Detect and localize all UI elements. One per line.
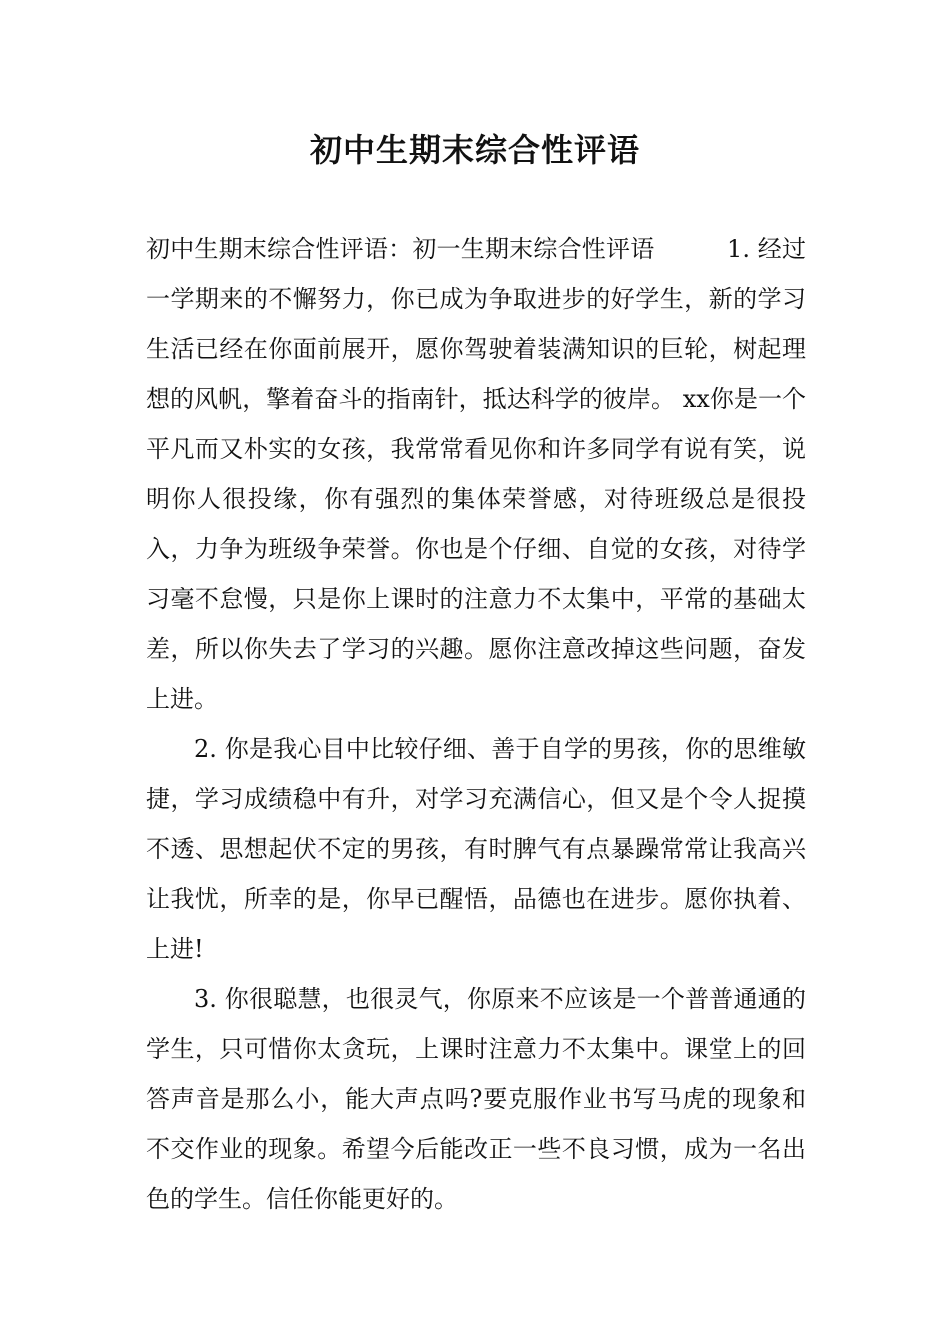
- paragraph-item-3: 3. 你很聪慧，也很灵气，你原来不应该是一个普普通通的学生，只可惜你太贪玩，上课时注意力不太集中。课堂上的回答声音是那么小，能大声点吗?要克服作业书写马虎的现象和不交作业的现象。希望今后能改正一些不良习惯，成为一名出色的学生。信任你能更好的。: [146, 985, 806, 1213]
- paragraph-item-2: 2. 你是我心目中比较仔细、善于自学的男孩，你的思维敏捷，学习成绩稳中有升，对学习充满信心，但又是个令人捉摸不透、思想起伏不定的男孩，有时脾气有点暴躁常常让我高兴让我忧，所幸的是，你早已醒悟，品德也在进步。愿你执着、上进!: [146, 735, 806, 963]
- paragraph-intro-item-1: 初中生期末综合性评语：初一生期末综合性评语 1. 经过一学期来的不懈努力，你已成为争取进步的好学生，新的学习生活已经在你面前展开，愿你驾驶着装满知识的巨轮，树起理想的风帆，擎着奋斗的指南针，抵达科学的彼岸。 xx你是一个平凡而又朴实的女孩，我常常看见你和许多同学有说有笑，说明你人很投缘，你有强烈的集体荣誉感，对待班级总是很投入，力争为班级争荣誉。你也是个仔细、自觉的女孩，对待学习毫不怠慢，只是你上课时的注意力不太集中，平常的基础太差，所以你失去了学习的兴趣。愿你注意改掉这些问题，奋发上进。: [146, 235, 806, 713]
- document-body: [146, 224, 806, 1224]
- document-title: 初中生期末综合性评语: [309, 131, 640, 169]
